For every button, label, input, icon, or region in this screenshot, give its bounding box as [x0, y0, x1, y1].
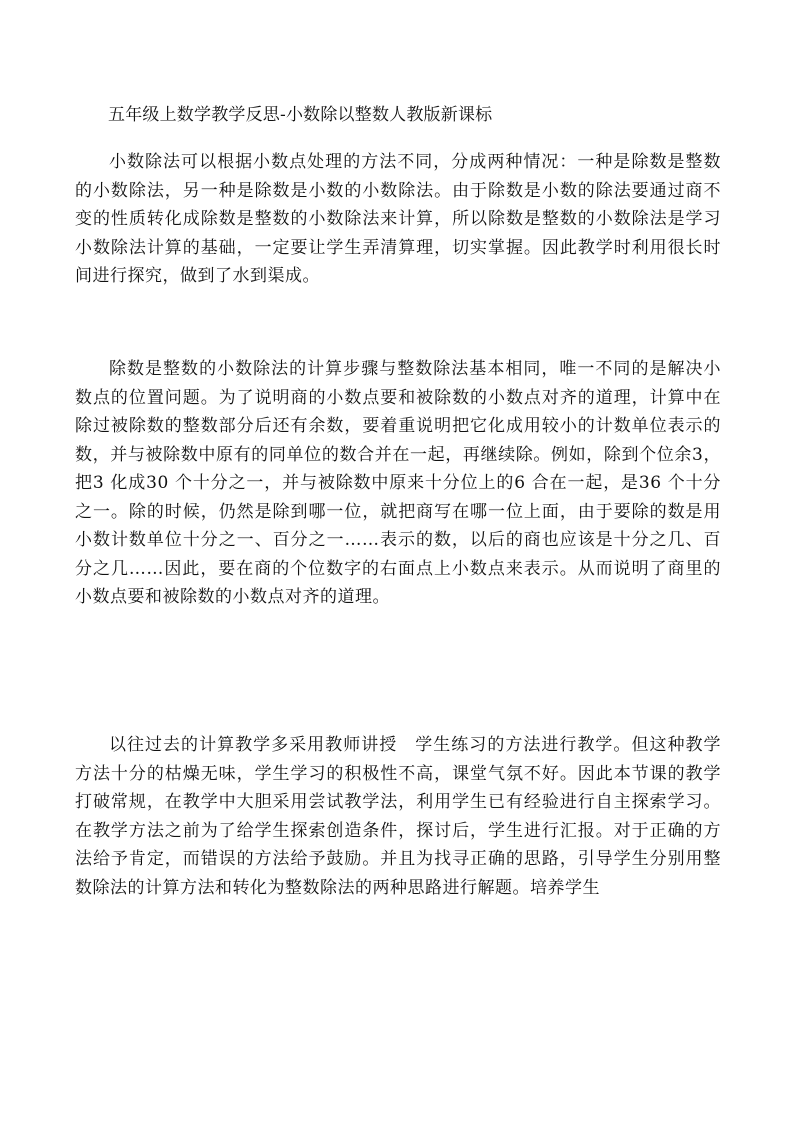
paragraph-2: 除数是整数的小数除法的计算步骤与整数除法基本相同，唯一不同的是解决小数点的位置问题。为了说明商的小数点要和被除数的小数点对齐的道理，计算中在除过被除数的整数部分后还有余数，要着重说明把它化成用较小的计数单位表示的 数，并与被除数中原有的同单位的数合并在一起，再继续除。例如，除到个位余3，把3 化成30 个十分之一，并与被除数中原来十分位上的6 合在一起，是36 个十分之一。除的时候，仍然是除到哪一位，就把商写在哪一位上面，由于要除的数是用小数计数单位十分之一、百分之一……表示的数，以后的商也应该是十分之几、百分之几……因此，要在商的个位数字的右面点上小数点来表示。从而说明了商里的小数点要和被除数的小数点对齐的道理。	[75, 359, 739, 607]
paragraph-3: 以往过去的计算教学多采用教师讲授 学生练习的方法进行教学。但这种教学方法十分的枯燥无味，学生学习的积极性不高，课堂气氛不好。因此本节课的教学打破常规，在教学中大胆采用尝试教学法，利用学生已有经验进行自主探索学习。在教学方法之前为了给学生探索创造条件，探讨后，学生进行汇报。对于正确的方法给予肯定，而错误的方法给予鼓励。并且为找寻正确的思路，引导学生分别用整数除法的计算方法和转化为整数除法的两种思路进行解题。培养学生	[75, 735, 721, 898]
document-title: 五年级上数学教学反思-小数除以整数人教版新课标	[108, 105, 493, 125]
paragraph-1: 小数除法可以根据小数点处理的方法不同，分成两种情况：一种是除数是整数的小数除法，另一种是除数是小数的小数除法。由于除数是小数的除法要通过商不变的性质转化成除数是整数的小数除法来计算，所以除数是整数的小数除法是学习小数除法计算的基础，一定要让学生弄清算理，切实掌握。因此教学时利用很长时间进行探究，做到了水到渠成。	[75, 152, 721, 286]
